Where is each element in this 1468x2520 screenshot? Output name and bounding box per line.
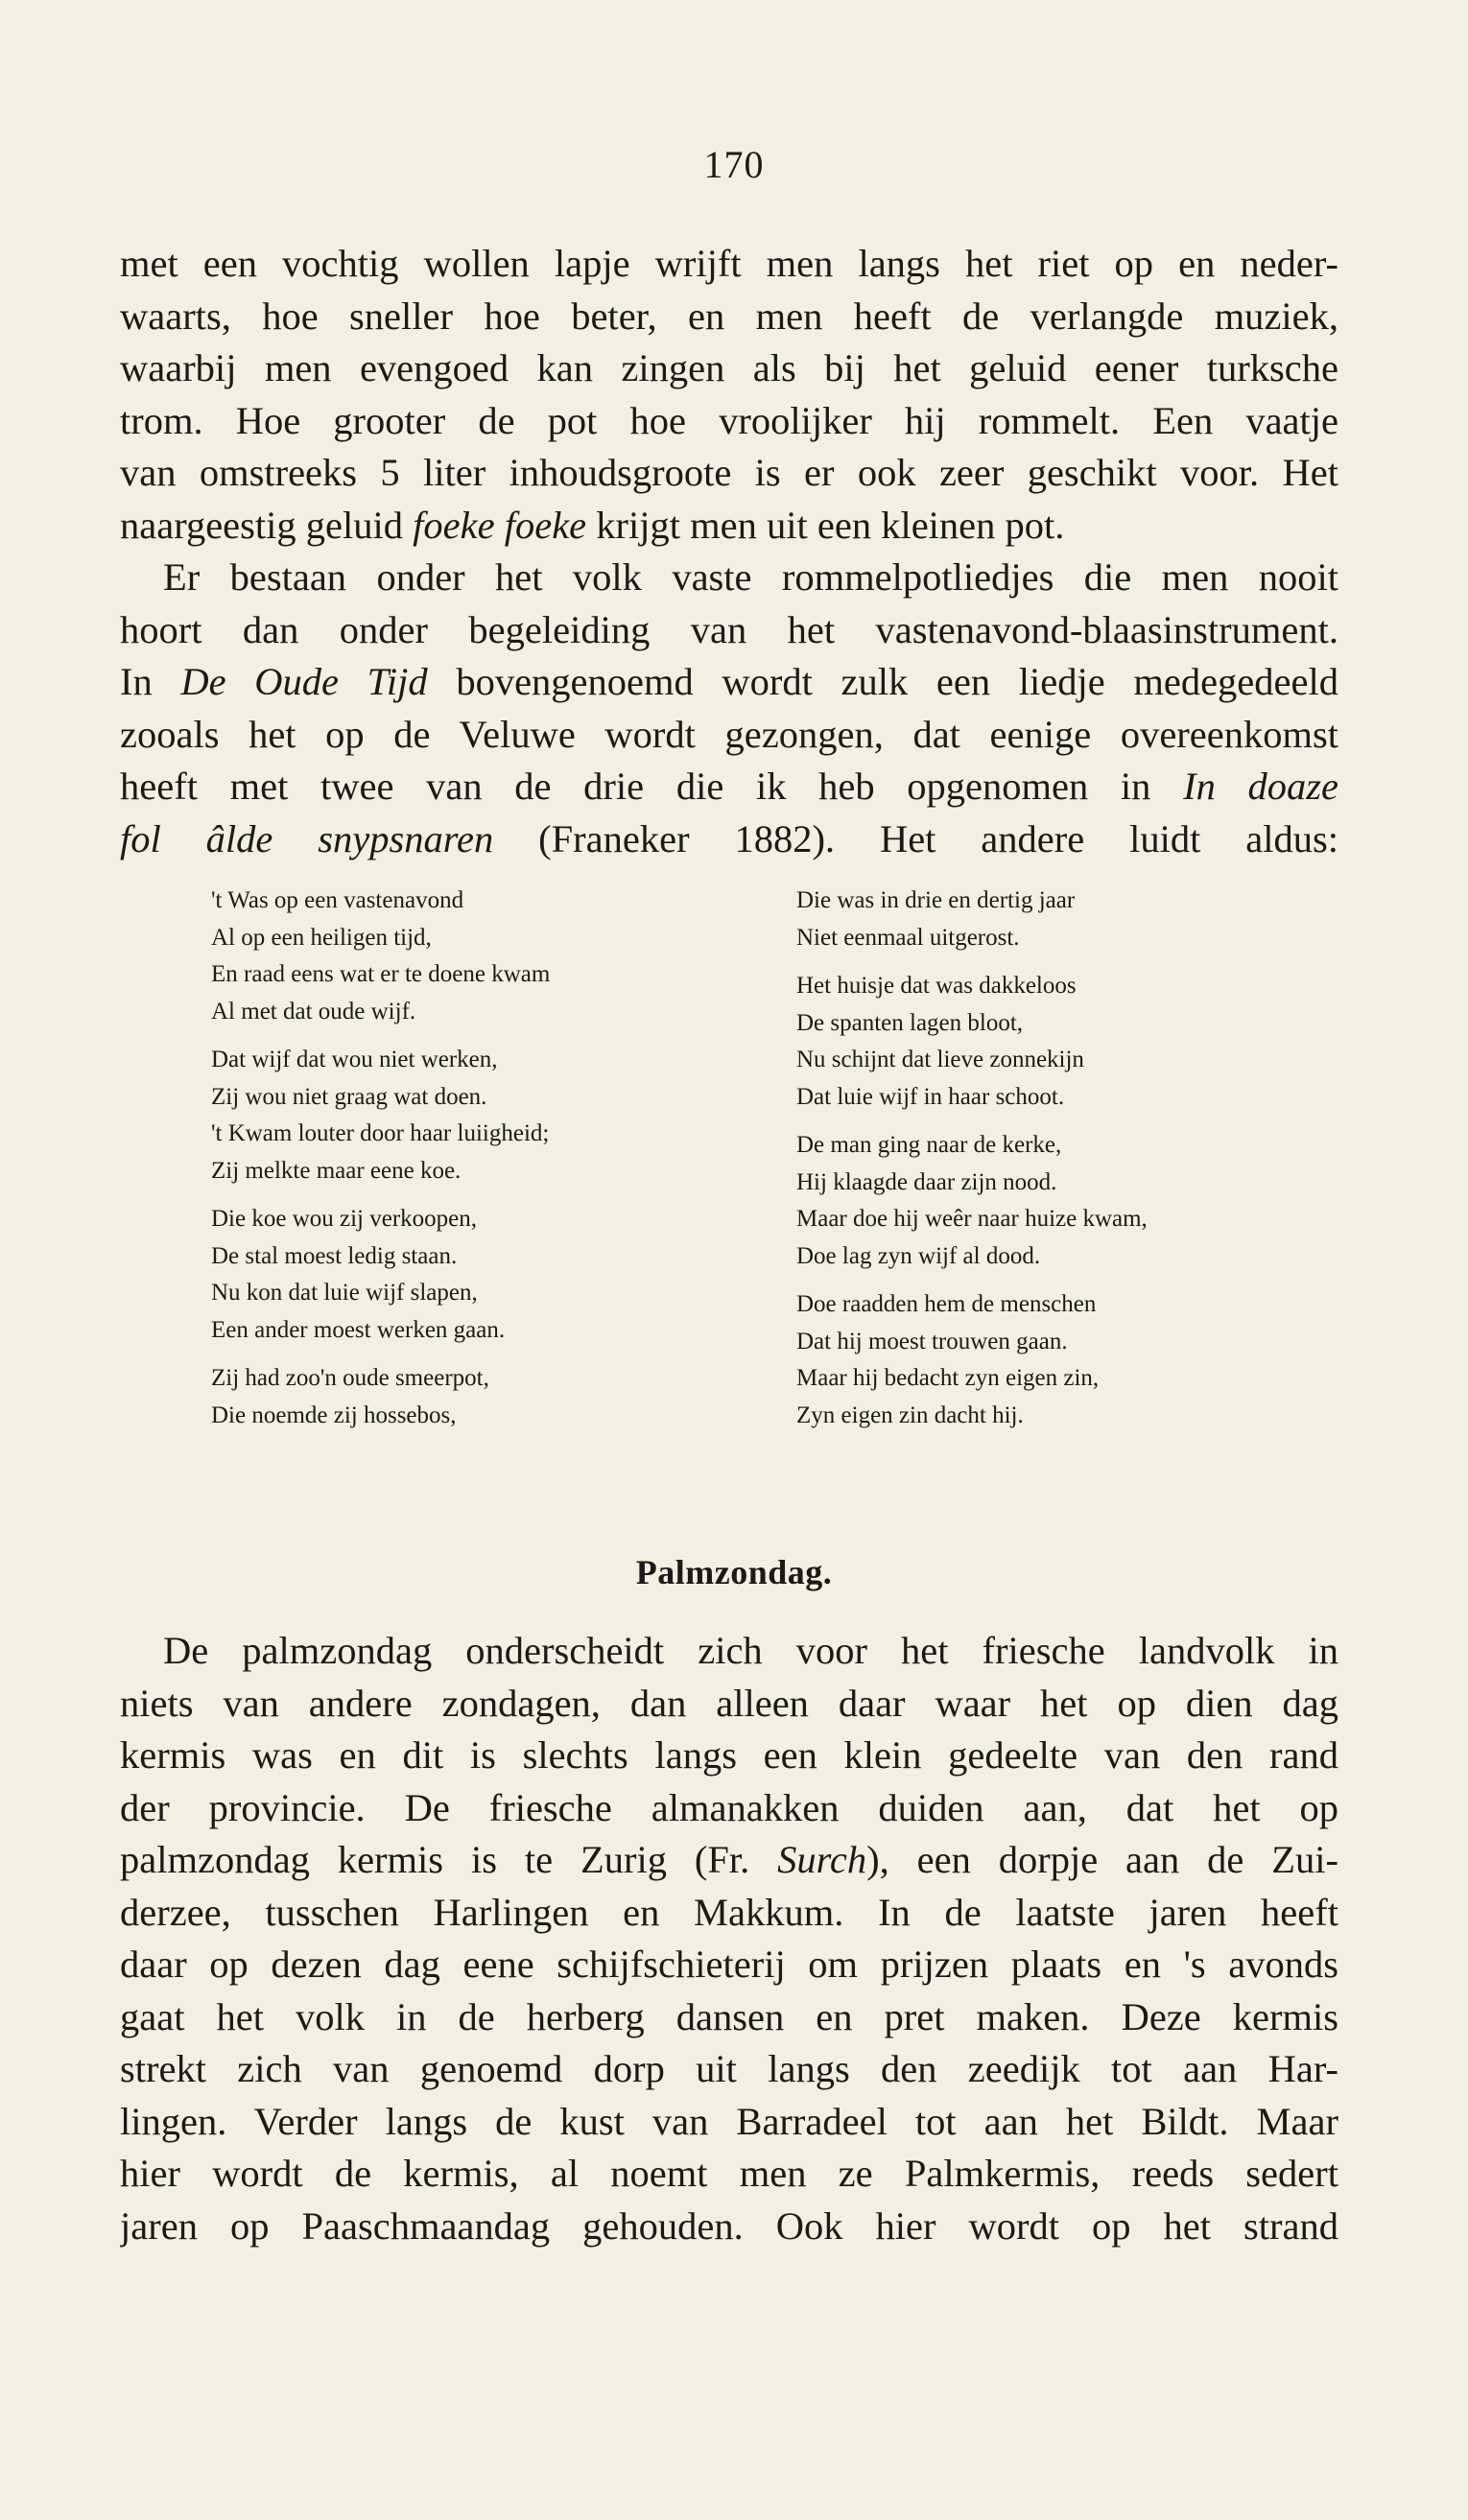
poem-line: Al met dat oude wijf. [211, 998, 416, 1024]
text-line [120, 1939, 1338, 1991]
text-segment: jaren op Paaschmaandag gehouden. Ook hier wordt op het strand [120, 2203, 1338, 2248]
text-segment: waarbij men evengoed kan zingen als bij het geluid eener turksche [120, 346, 1338, 389]
text-line [120, 1782, 1338, 1835]
poem-stanza [796, 1286, 1353, 1434]
poem-stanza [796, 883, 1353, 956]
poem-stanza [211, 883, 768, 1030]
poem-line: Zij wou niet graag wat doen. [211, 1083, 487, 1110]
poem-line: De stal moest ledig staan. [211, 1242, 458, 1269]
paragraph-rommelpot [120, 238, 1338, 865]
text-line [120, 2201, 1338, 2253]
poem-line: Nu kon dat luie wijf slapen, [211, 1280, 478, 1306]
text-segment: niets van andere zondagen, dan alleen daar waar het op dien dag [120, 1681, 1338, 1725]
text-line [120, 2096, 1338, 2149]
text-segment: heeft met twee van de drie die ik heb opgenomen in [120, 765, 1184, 808]
text-segment: gaat het volk in de herberg dansen en pret maken. Deze kermis [120, 1994, 1338, 2038]
text-line [120, 604, 1338, 657]
poem-stanza [796, 968, 1353, 1116]
text-line [120, 1887, 1338, 1940]
text-segment: De palmzondag onderscheidt zich voor het friesche landvolk in [163, 1629, 1338, 1672]
text-line [120, 2148, 1338, 2201]
poem-line: De spanten lagen bloot, [796, 1009, 1024, 1036]
text-segment: Er bestaan onder het volk vaste rommelpotliedjes die men nooit [163, 555, 1338, 599]
text-segment: daar op dezen dag eene schijfschieterij om prijzen plaats en 's avonds [120, 1943, 1338, 1986]
text-segment: waarts, hoe sneller hoe beter, en men heeft de verlangde muziek, [120, 294, 1338, 338]
text-line [120, 1730, 1338, 1782]
text-line [120, 2043, 1338, 2096]
text-line [120, 1991, 1338, 2044]
text-segment: kermis was en dit is slechts langs een klein gedeelte van den rand [120, 1733, 1338, 1777]
poem-line: 't Kwam louter door haar luiigheid; [211, 1120, 550, 1146]
poem-line: Zij had zoo'n oude smeerpot, [211, 1365, 489, 1391]
text-line [120, 1625, 1338, 1678]
poem-line: 't Was op een vastenavond [211, 887, 464, 913]
poem-line: Een ander moest werken gaan. [211, 1316, 506, 1343]
text-segment: palmzondag kermis is te Zurig (Fr. [120, 1838, 778, 1881]
poem-left-column [211, 883, 768, 1446]
poem-line: Die was in drie en dertig jaar [796, 887, 1076, 913]
text-segment: ), een dorpje aan de Zui- [866, 1838, 1338, 1881]
poem-stanza [796, 1127, 1353, 1275]
poem-stanza [211, 1042, 768, 1189]
poem-line: Doe raadden hem de menschen [796, 1291, 1097, 1317]
text-line [120, 761, 1338, 813]
poem-right-column [796, 883, 1353, 1446]
text-line [120, 238, 1338, 291]
text-segment: derzee, tusschen Harlingen en Makkum. In de laatste jaren heeft [120, 1890, 1338, 1934]
text-line [120, 1678, 1338, 1731]
poem-line: En raad eens wat er te doene kwam [211, 961, 551, 987]
text-segment: bovengenoemd wordt zulk een liedje medegedeeld [427, 660, 1338, 703]
poem-line: Maar hij bedacht zyn eigen zin, [796, 1365, 1100, 1391]
text-line [120, 709, 1338, 762]
italic-phrase: Surch [777, 1838, 867, 1881]
poem-line: Dat wijf dat wou niet werken, [211, 1047, 498, 1072]
text-line [120, 552, 1338, 604]
text-segment: van omstreeks 5 liter inhoudsgroote is er ook zeer geschikt voor. Het [120, 451, 1338, 494]
poem-line: Die koe wou zij verkoopen, [211, 1206, 478, 1232]
text-segment: hoort dan onder begeleiding van het vastenavond-blaasinstrument. [120, 607, 1338, 651]
text-segment: strekt zich van genoemd dorp uit langs den zeedijk tot aan Har- [120, 2047, 1338, 2090]
poem-line: Al op een heiligen tijd, [211, 924, 432, 951]
text-segment: met een vochtig wollen lapje wrijft men langs het riet op en neder- [120, 242, 1338, 285]
poem-line: Niet eenmaal uitgerost. [796, 924, 1020, 951]
text-line [120, 1834, 1338, 1887]
poem-stanza [211, 1201, 768, 1349]
text-segment: zooals het op de Veluwe wordt gezongen, dat eenige overeenkomst [120, 712, 1338, 756]
text-segment: krijgt men uit een kleinen pot. [586, 503, 1065, 547]
poem-line: Maar doe hij weêr naar huize kwam, [796, 1206, 1148, 1232]
page-number: 170 [703, 143, 765, 186]
poem-line: Zij melkte maar eene koe. [211, 1157, 462, 1184]
section-heading: Palmzondag. [635, 1553, 833, 1591]
text-line [120, 500, 1338, 553]
text-line [120, 291, 1338, 343]
poem-line: Nu schijnt dat lieve zonnekijn [796, 1047, 1084, 1072]
text-line [120, 447, 1338, 500]
text-line [120, 813, 1338, 866]
poem-line: Dat luie wijf in haar schoot. [796, 1083, 1065, 1110]
italic-phrase: fol âlde snypsnaren [120, 816, 494, 860]
text-line [120, 656, 1338, 709]
paragraph-palmzondag [120, 1625, 1338, 2252]
poem-line: De man ging naar de kerke, [796, 1132, 1062, 1158]
poem-line: Doe lag zyn wijf al dood. [796, 1242, 1041, 1269]
poem-stanza [211, 1360, 768, 1434]
text-segment: trom. Hoe grooter de pot hoe vroolijker hij rommelt. Een vaatje [120, 398, 1338, 442]
poem-line: Hij klaagde daar zijn nood. [796, 1168, 1057, 1195]
italic-phrase: foeke foeke [413, 503, 587, 547]
italic-phrase: De Oude Tijd [180, 660, 428, 703]
text-segment: der provincie. De friesche almanakken duiden aan, dat het op [120, 1785, 1338, 1829]
text-line [120, 342, 1338, 395]
poem-line: Zyn eigen zin dacht hij. [796, 1401, 1024, 1428]
poem-line: Dat hij moest trouwen gaan. [796, 1328, 1068, 1354]
text-segment: hier wordt de kermis, al noemt men ze Palmkermis, reeds sedert [120, 2152, 1338, 2195]
text-segment: lingen. Verder langs de kust van Barradeel tot aan het Bildt. Maar [120, 2099, 1338, 2143]
text-segment: naargeestig geluid [120, 503, 414, 547]
text-segment: In [120, 660, 181, 703]
text-segment: (Franeker 1882). Het andere luidt aldus: [493, 816, 1338, 860]
poem-line: Die noemde zij hossebos, [211, 1401, 457, 1428]
text-line [120, 395, 1338, 448]
italic-phrase: In doaze [1183, 765, 1338, 808]
poem-line: Het huisje dat was dakkeloos [796, 973, 1077, 999]
